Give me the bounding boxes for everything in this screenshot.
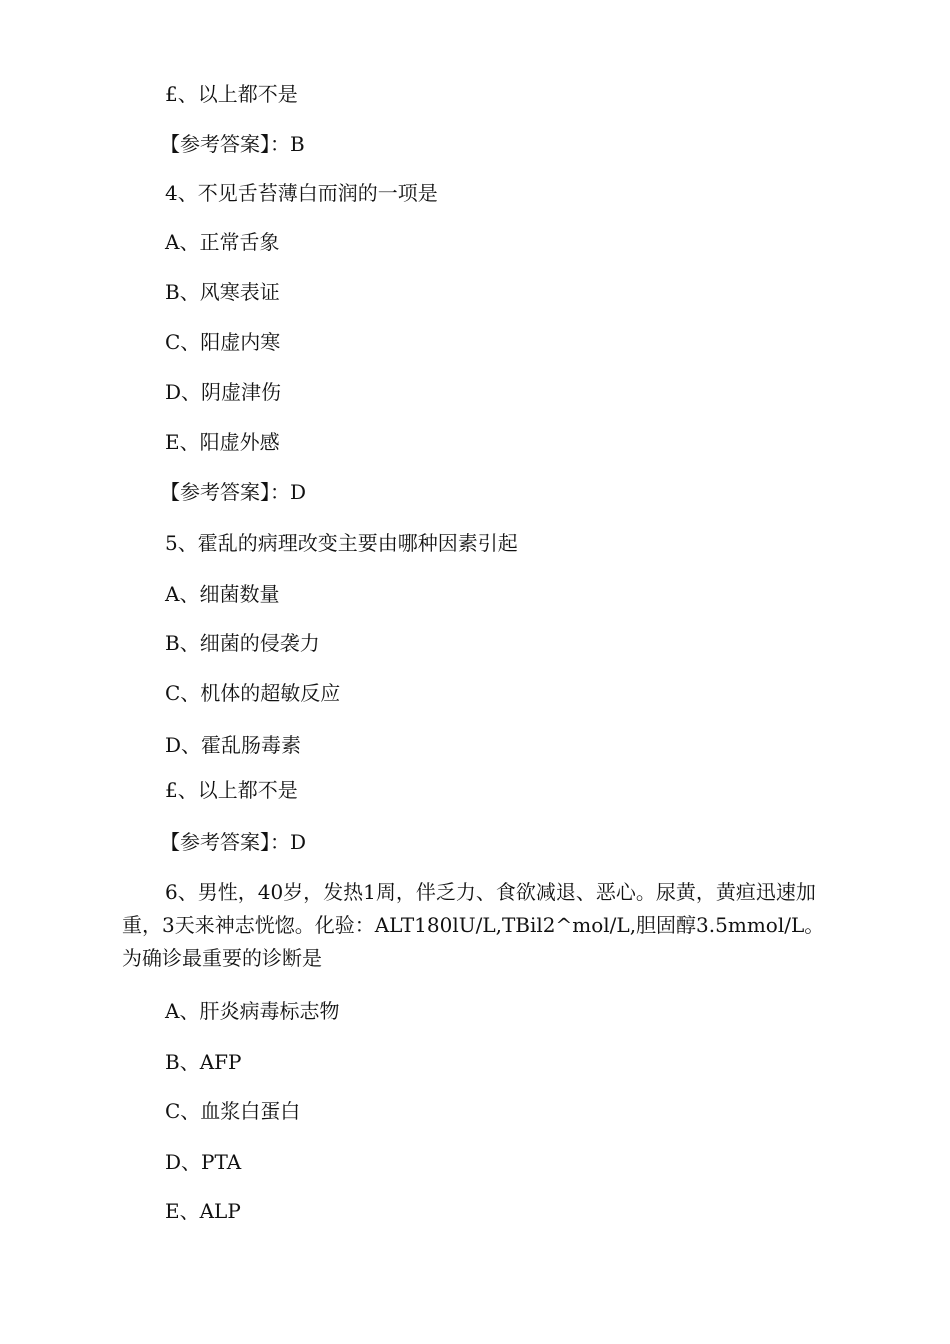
q5-stem: 5、霍乱的病理改变主要由哪种因素引起 <box>165 531 518 555</box>
q3-option-e: £、以上都不是 <box>165 82 298 106</box>
q6-option-a: A、肝炎病毒标志物 <box>165 999 340 1023</box>
q4-option-a: A、正常舌象 <box>165 230 280 254</box>
q6-stem: 6、男性，40岁，发热1周，伴乏力、食欲减退、恶心。尿黄，黄疸迅速加重，3天来神志恍惚。化验：ALT180lU/L,TBil2^mol/L,胆固醇3.5mmol/L。为确诊最重要的诊断是 <box>122 880 825 970</box>
q3-answer: 【参考答案】：B <box>160 132 305 156</box>
q5-option-a: A、细菌数量 <box>165 582 280 606</box>
q4-option-c: C、阳虚内寒 <box>165 330 281 354</box>
q6-option-c: C、血浆白蛋白 <box>165 1099 301 1123</box>
q6-option-b: B、AFP <box>165 1050 242 1074</box>
q5-option-e: £、以上都不是 <box>165 778 298 802</box>
q6-option-e: E、ALP <box>165 1199 241 1223</box>
q4-option-e: E、阳虚外感 <box>165 430 280 454</box>
q5-option-c: C、机体的超敏反应 <box>165 681 341 705</box>
q5-option-b: B、细菌的侵袭力 <box>165 631 320 655</box>
q4-option-b: B、风寒表证 <box>165 280 280 304</box>
q4-stem: 4、不见舌苔薄白而润的一项是 <box>165 181 438 205</box>
q4-answer: 【参考答案】：D <box>160 480 307 504</box>
q4-option-d: D、阴虚津伤 <box>165 380 282 404</box>
q5-option-d: D、霍乱肠毒素 <box>165 733 302 757</box>
q6-option-d: D、PTA <box>165 1150 242 1174</box>
q5-answer: 【参考答案】：D <box>160 830 307 854</box>
